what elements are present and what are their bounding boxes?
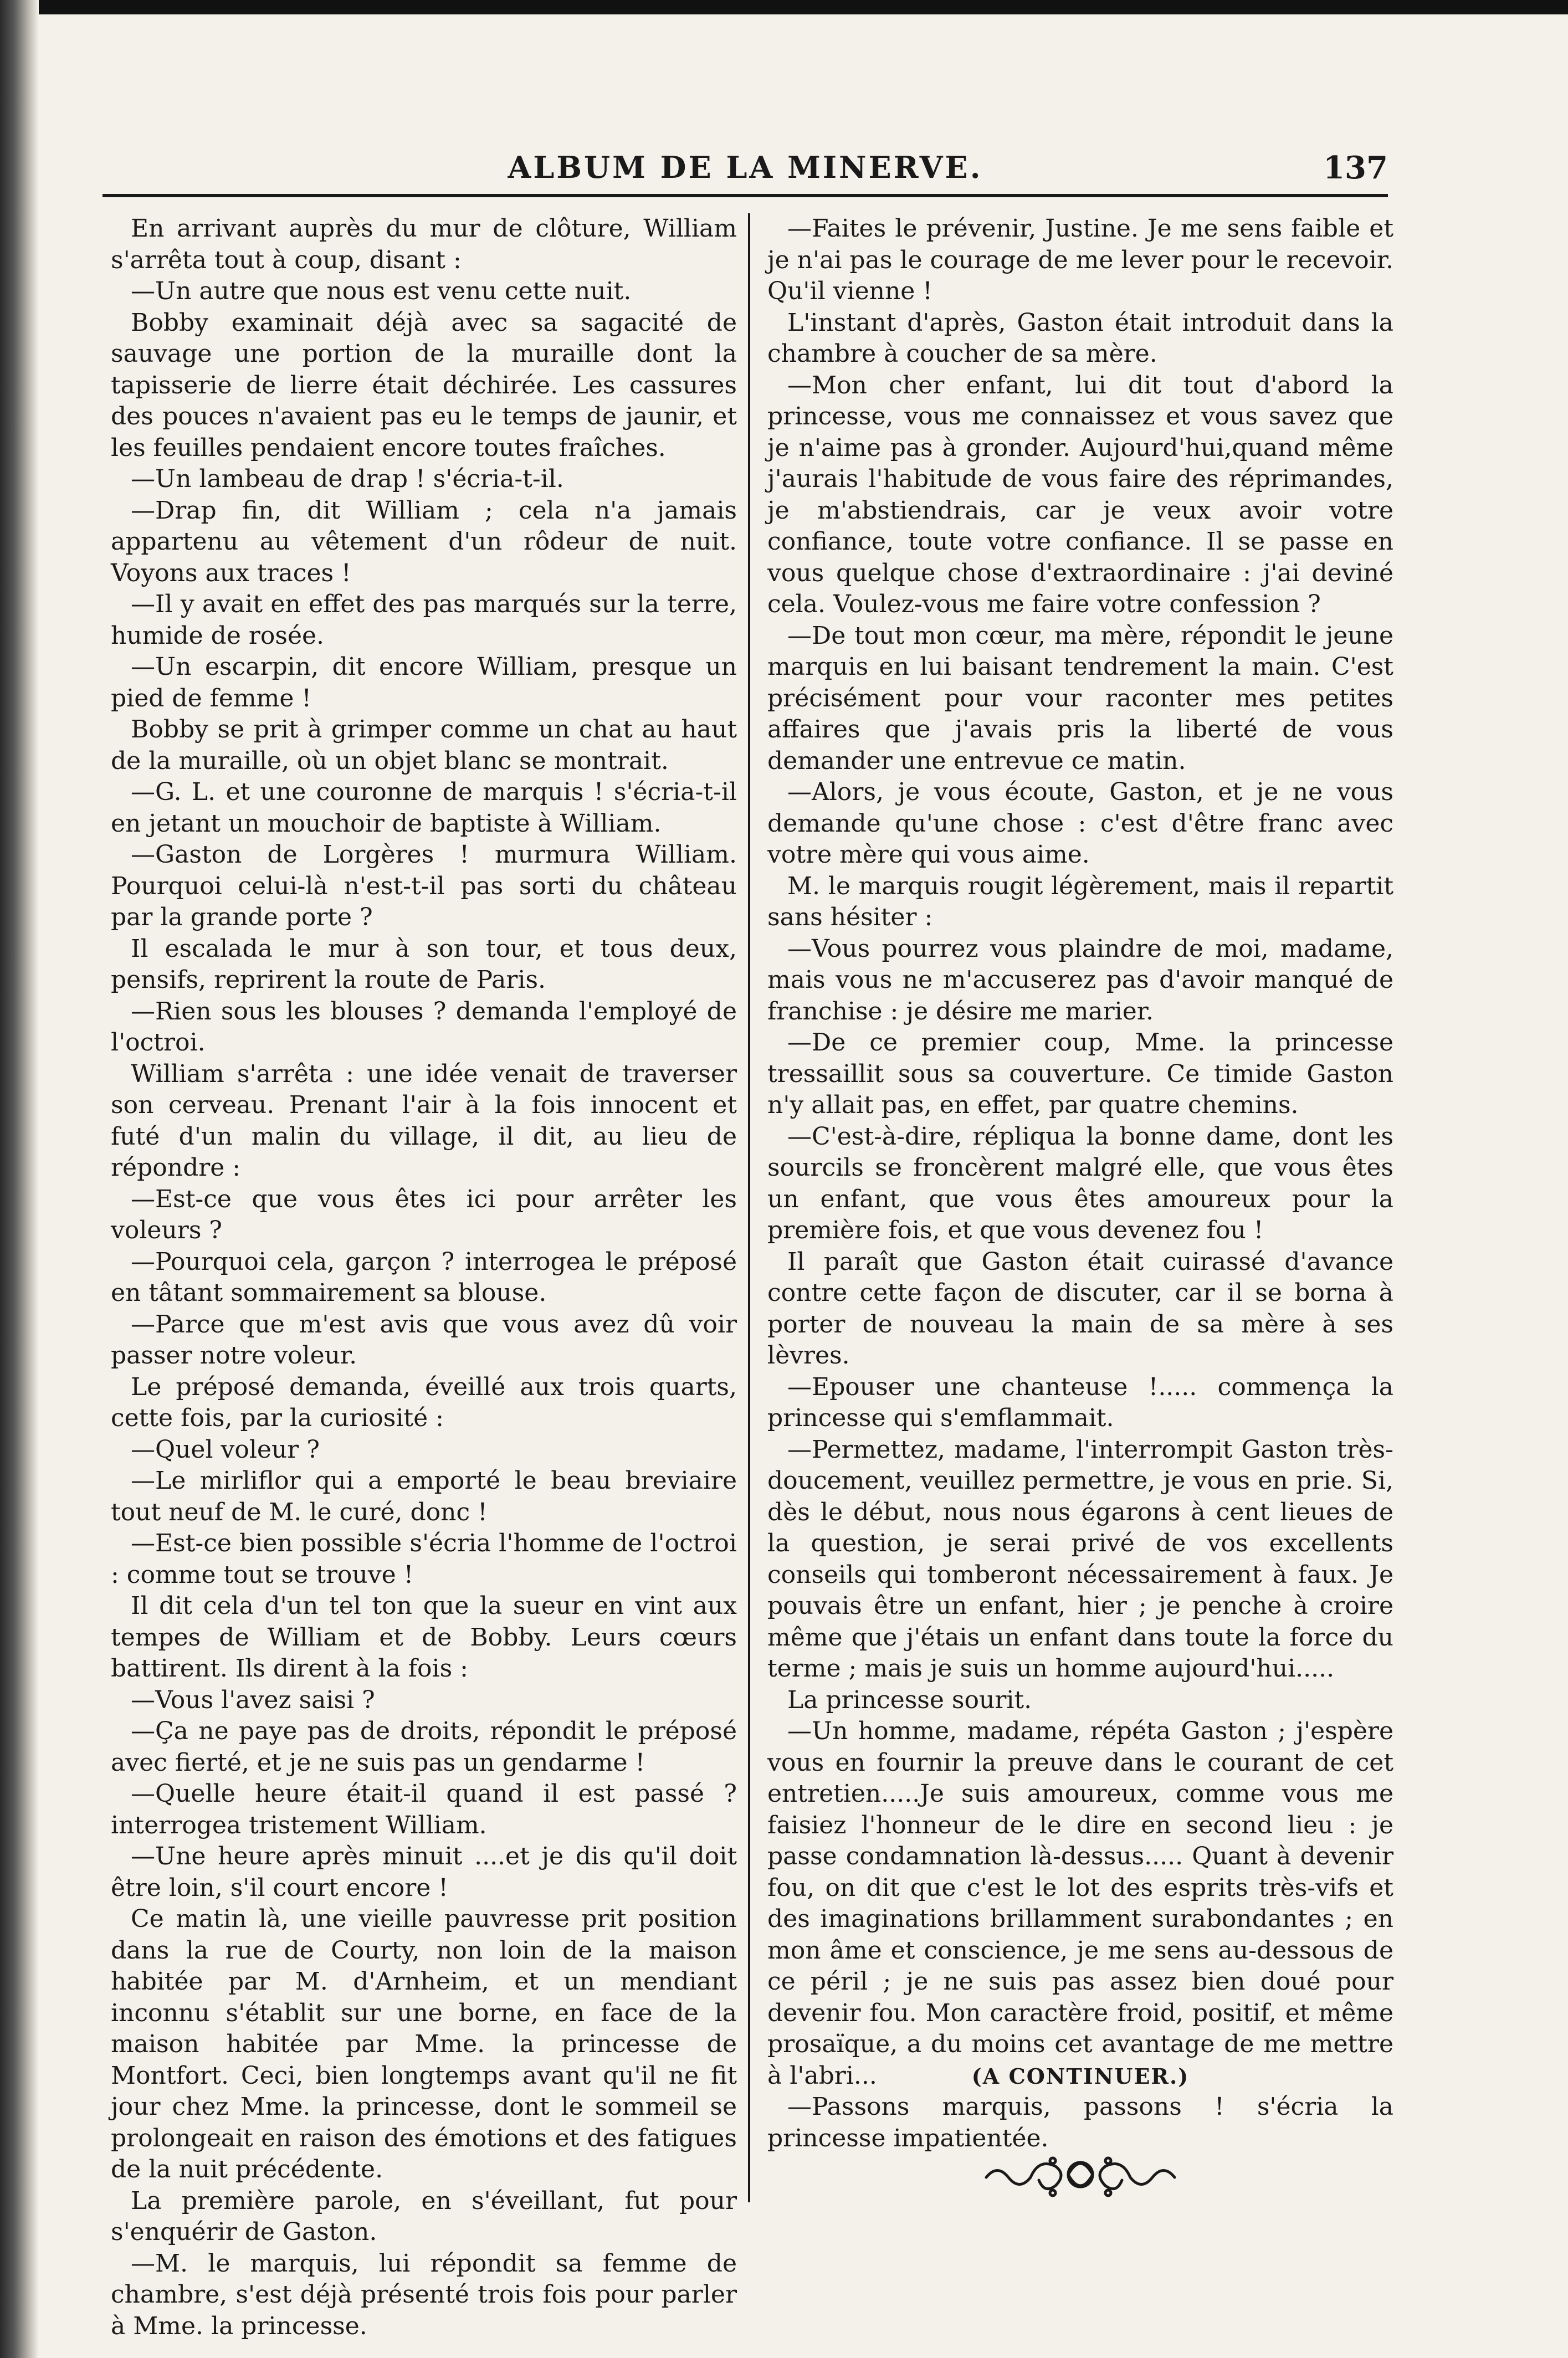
header-rule [103,194,1388,197]
paragraph: La princesse sourit. [787,1685,1032,1714]
paragraph: M. le marquis rougit légèrement, mais il repartit sans hésiter : [767,872,1393,931]
paragraph: Le préposé demanda, éveillé aux trois quarts, cette fois, par la curiosité : [111,1372,737,1432]
paragraph: —Un escarpin, dit encore William, presque un pied de femme ! [111,653,737,712]
page-number: 137 [1323,150,1388,186]
left-column [111,213,737,2342]
paragraph: —Passons marquis, passons ! s'écria la princesse impatientée. [767,2093,1393,2152]
paragraph: —G. L. et une couronne de marquis ! s'écria-t-il en jetant un mouchoir de baptiste à William. [111,778,737,838]
paragraph: —Est-ce que vous êtes ici pour arrêter les voleurs ? [111,1185,737,1244]
paragraph: Bobby examinait déjà avec sa sagacité de sauvage une portion de la muraille dont la tapisserie de lierre était déchirée. Les cassures des pouces n'avaient pas eu le temps de jaunir, et les feuilles pendaient encore toutes fraîches. [111,308,737,462]
paragraph: —De ce premier coup, Mme. la princesse tressaillit sous sa couverture. Ce timide Gaston n'y allait pas, en effet, par quatre chemins. [767,1028,1393,1119]
paragraph: —Permettez, madame, l'interrompit Gaston très-doucement, veuillez permettre, je vous en prie. Si, dès le début, nous nous égarons à cent lieues de la question, je serai privé de vos excellents conseils qui tomberont nécessairement à faux. Je pouvais être un enfant, hier ; je penche à croire même que j'étais un enfant dans toute la force du terme ; mais je suis un homme aujourd'hui..... [767,1435,1393,1683]
paragraph: —Pourquoi cela, garçon ? interrogea le préposé en tâtant sommairement sa blouse. [111,1247,737,1307]
paragraph: —Le mirliflor qui a emporté le beau breviaire tout neuf de M. le curé, donc ! [111,1467,737,1526]
paragraph: —Parce que m'est avis que vous avez dû voir passer notre voleur. [111,1310,737,1370]
paragraph: En arrivant auprès du mur de clôture, William s'arrêta tout à coup, disant : [111,214,737,274]
paragraph: —C'est-à-dire, répliqua la bonne dame, dont les sourcils se froncèrent malgré elle, que vous êtes un enfant, que vous êtes amoureux pour la première fois, et que vous devenez fou ! [767,1122,1393,1244]
paragraph: —Vous pourrez vous plaindre de moi, madame, mais vous ne m'accuserez pas d'avoir manqué de franchise : je désire me marier. [767,934,1393,1026]
page-header [103,150,1388,188]
paragraph: Il paraît que Gaston était cuirassé d'avance contre cette façon de discuter, car il se borna à porter de nouveau la main de sa mère à ses lèvres. [767,1247,1393,1370]
paragraph: Il dit cela d'un tel ton que la sueur en vint aux tempes de William et de Bobby. Leurs cœurs battirent. Ils dirent à la fois : [111,1592,737,1683]
paragraph: —Epouser une chanteuse !..... commença la princesse qui s'emflammait. [767,1372,1393,1432]
fleuron-ornament-icon [981,2144,1180,2205]
paragraph: —Un homme, madame, répéta Gaston ; j'espère vous en fournir la preuve dans le courant de cet entretien.....Je suis amoureux, comme vous me faisiez l'honneur de le dire en second lieu : je passe condamnation là-dessus..... Quant à devenir fou, on dit que c'est le lot des esprits très-vifs et des imaginations brillamment surabondantes ; en mon âme et conscience, je me sens au-dessous de ce péril ; je ne suis pas assez bien doué pour devenir fou. Mon caractère froid, positif, et même prosaïque, a du moins cet avantage de me mettre à l'abri... [767,1717,1393,2090]
column-divider [748,213,750,2202]
paragraph: —De tout mon cœur, ma mère, répondit le jeune marquis en lui baisant tendrement la main. C'est précisément pour vour raconter mes petites affaires que j'avais pris la liberté de vous demander une entrevue ce matin. [767,621,1393,775]
paragraph: —Ça ne paye pas de droits, répondit le préposé avec fierté, et je ne suis pas un gendarme ! [111,1717,737,1777]
paragraph: Bobby se prit à grimper comme un chat au haut de la muraille, où un objet blanc se montrait. [111,715,737,775]
scan-border-left [0,0,39,2358]
paragraph: —Drap fin, dit William ; cela n'a jamais appartenu au vêtement d'un rôdeur de nuit. Voyons aux traces ! [111,496,737,587]
paragraph: —Un lambeau de drap ! s'écria-t-il. [131,465,564,493]
paragraph: —Vous l'avez saisi ? [131,1685,375,1714]
right-column [767,213,1393,2154]
scan-border-top [0,0,1568,14]
paragraph: Ce matin là, une vieille pauvresse prit position dans la rue de Courty, non loin de la maison habitée par M. d'Arnheim, et un mendiant inconnu s'établit sur une borne, en face de la maison habitée par Mme. la princesse de Montfort. Ceci, bien longtemps avant qu'il ne fit jour chez Mme. la princesse, dont le sommeil se prolongeait en raison des émotions et des fatigues de la nuit précédente. [111,1905,737,2183]
paragraph: —Quelle heure était-il quand il est passé ? interrogea tristement William. [111,1780,737,1839]
paragraph: —Alors, je vous écoute, Gaston, et je ne vous demande qu'une chose : c'est d'être franc avec votre mère qui vous aime. [767,778,1393,869]
paragraph: —Est-ce bien possible s'écria l'homme de l'octroi : comme tout se trouve ! [111,1529,737,1589]
running-title: ALBUM DE LA MINERVE. [508,150,983,185]
paragraph: Il escalada le mur à son tour, et tous deux, pensifs, reprirent la route de Paris. [111,934,737,994]
paragraph: L'instant d'après, Gaston était introduit dans la chambre à coucher de sa mère. [767,308,1393,368]
paragraph: —Il y avait en effet des pas marqués sur la terre, humide de rosée. [111,590,737,650]
paragraph: —Rien sous les blouses ? demanda l'employé de l'octroi. [111,997,737,1057]
paragraph: —Faites le prévenir, Justine. Je me sens faible et je n'ai pas le courage de me lever pour le recevoir. Qu'il vienne ! [767,214,1393,305]
paragraph: —Quel voleur ? [131,1435,320,1464]
paragraph: —Une heure après minuit ....et je dis qu'il doit être loin, s'il court encore ! [111,1842,737,1902]
paragraph: —Mon cher enfant, lui dit tout d'abord la princesse, vous me connaissez et vous savez que je n'aime pas à gronder. Aujourd'hui,quand même j'aurais l'habitude de vous faire des réprimandes, je m'abstiendrais, car je veux avoir votre confiance, toute votre confiance. Il se passe en vous quelque chose d'extraordinaire : j'ai deviné cela. Voulez-vous me faire votre confession ? [767,371,1393,618]
paragraph: William s'arrêta : une idée venait de traverser son cerveau. Prenant l'air à la fois innocent et futé d'un malin du village, il dit, au lieu de répondre : [111,1059,737,1182]
paragraph: —Gaston de Lorgères ! murmura William. Pourquoi celui-là n'est-t-il pas sorti du château par la grande porte ? [111,840,737,931]
paragraph: La première parole, en s'éveillant, fut pour s'enquérir de Gaston. [111,2186,737,2246]
paragraph: —Un autre que nous est venu cette nuit. [131,277,632,305]
continuation-note: (A CONTINUER.) [971,2064,1190,2089]
paragraph: —M. le marquis, lui répondit sa femme de chambre, s'est déjà présenté trois fois pour parler à Mme. la princesse. [111,2249,737,2340]
